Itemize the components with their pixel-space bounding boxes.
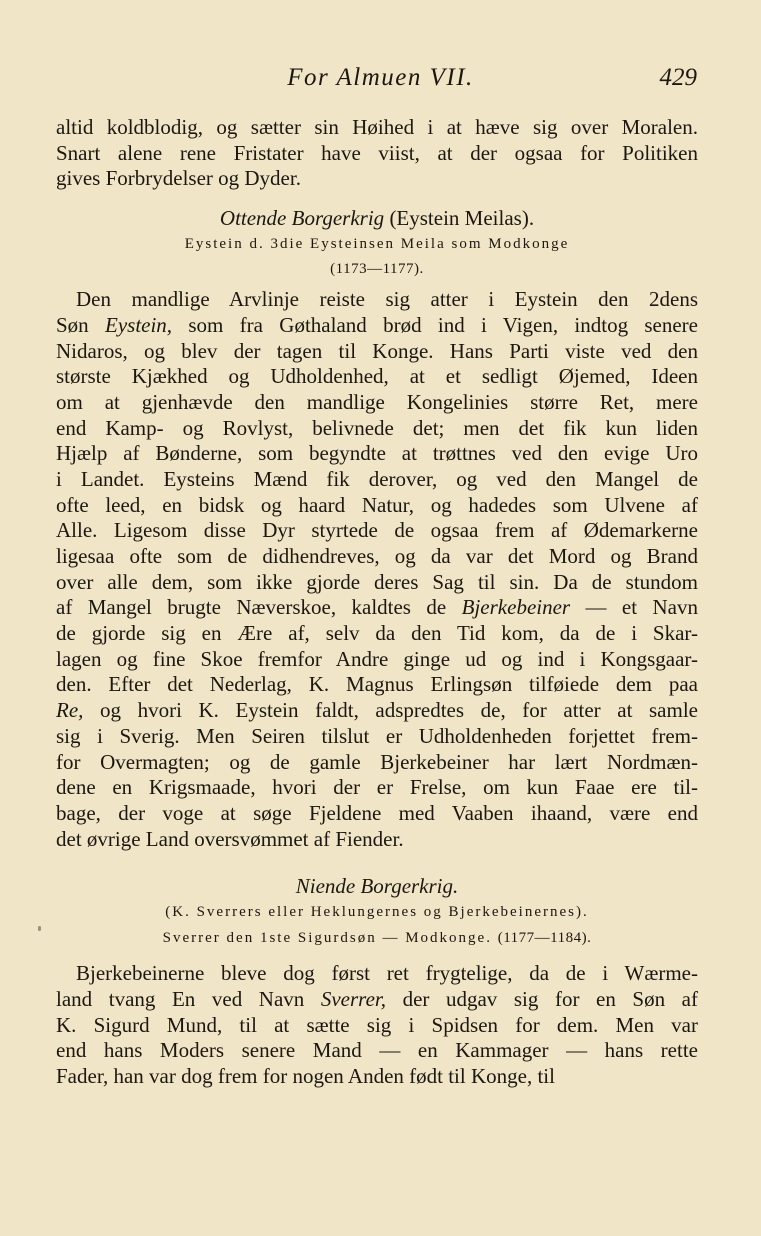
text-run: Nidaros, og blev der tagen til Konge. Hans Parti viste ved den	[56, 338, 698, 363]
italic-term: Sverrer,	[320, 987, 386, 1011]
text-line	[56, 467, 698, 493]
running-title: For Almuen VII.	[287, 64, 474, 91]
text-line	[56, 166, 698, 192]
text-run: — et Navn	[570, 595, 698, 620]
text-run: som fra Gøthaland brød ind i Vigen, indtog senere	[172, 312, 698, 337]
text-run: sig i Sverig. Men Seiren tilslut er Udholdenheden forjettet frem-	[56, 723, 698, 748]
text-line	[56, 987, 698, 1013]
text-run: den. Efter det Nederlag, K. Magnus Erlingsøn tilføiede dem paa	[56, 672, 698, 697]
text-run: der udgav sig for en Søn af	[385, 987, 698, 1011]
section-heading-ottende	[56, 206, 698, 232]
text-line	[56, 672, 698, 698]
text-line	[56, 698, 698, 724]
text-line	[56, 621, 698, 647]
text-line	[56, 141, 698, 167]
text-line	[56, 1013, 698, 1039]
paragraph-2	[56, 287, 698, 852]
text-run: om at gjenhævde den mandlige Kongelinies større Ret, mere	[56, 389, 698, 414]
text-run: største Kjækhed og Udholdenhed, at et sedligt Øjemed, Ideen	[56, 364, 698, 389]
text-run: lagen og fine Skoe fremfor Andre ginge ud og ind i Kongsgaar-	[56, 646, 698, 671]
text-run: og hvori K. Eystein faldt, adspredtes de, for atter at samle	[83, 698, 698, 723]
text-run: over alle dem, som ikke gjorde deres Sag til sin. Da de stundom	[56, 569, 698, 594]
heading-italic: Ottende Borgerkrig	[219, 206, 385, 231]
text-line	[56, 544, 698, 570]
heading-rest: (Eystein Meilas).	[384, 206, 535, 231]
text-line	[56, 961, 698, 987]
text-line	[56, 595, 698, 621]
text-line	[56, 647, 698, 673]
text-line	[56, 416, 698, 442]
text-run: Hjælp af Bønderne, som begyndte at trøttnes ved den evige Uro	[56, 441, 698, 466]
text-run: de gjorde sig en Ære af, selv da den Tid kom, da de i Skar-	[56, 621, 698, 646]
text-run: Bjerkebeinerne bleve dog først ret frygtelige, da de i Wærme-	[76, 961, 698, 986]
text-run: Søn	[56, 312, 105, 337]
body-text	[56, 115, 698, 1090]
text-run: land tvang En ved Navn	[56, 987, 321, 1011]
text-line	[56, 339, 698, 365]
text-line	[56, 750, 698, 776]
text-line	[56, 801, 698, 827]
text-line	[56, 1064, 698, 1090]
text-run: bage, der voge at søge Fjeldene med Vaaben ihaand, være end	[56, 800, 698, 825]
text-line	[56, 493, 698, 519]
text-line	[56, 364, 698, 390]
text-line	[56, 570, 698, 596]
text-run: af Mangel brugte Næverskoe, kaldtes de	[56, 595, 462, 620]
text-run: i Landet. Eysteins Mænd fik derover, og ved den Mangel de	[56, 466, 698, 491]
section2-subtitle-2-text: Sverrer den 1ste Sigurdsøn — Modkonge.	[162, 929, 492, 946]
text-run: Den mandlige Arvlinje reiste sig atter i Eystein den 2dens	[76, 287, 698, 312]
text-line	[56, 518, 698, 544]
heading-niende-text: Niende Borgerkrig.	[295, 874, 459, 899]
text-run: ofte leed, en bidsk og haard Natur, og hadedes som Ulvene af	[56, 492, 698, 517]
text-run: end hans Moders senere Mand — en Kammager — hans rette	[56, 1038, 698, 1063]
text-run: Alle. Ligesom disse Dyr styrtede de ogsaa frem af Ødemarkerne	[56, 518, 698, 543]
text-line	[56, 287, 698, 313]
text-line	[56, 441, 698, 467]
text-run: Fader, han var dog frem for nogen Anden født til Konge, til	[56, 1064, 555, 1089]
text-run: ligesaa ofte som de didhendreves, og da var det Mord og Brand	[56, 544, 698, 568]
section2-subtitle: (K. Sverrers eller Heklungernes og Bjerkebeinernes).	[165, 903, 589, 920]
page-header	[0, 64, 761, 98]
text-run: for Overmagten; og de gamle Bjerkebeiner har lært Nordmæn-	[56, 749, 698, 774]
text-run: altid koldblodig, og sætter sin Høihed i at hæve sig over Moralen.	[56, 115, 698, 139]
paragraph-3	[56, 961, 698, 1089]
section2-subtitle-2	[56, 926, 698, 952]
italic-term: Bjerkebeiner	[461, 595, 571, 620]
paragraph-1	[56, 115, 698, 192]
page-number: 429	[659, 64, 697, 91]
text-run: gives Forbrydelser og Dyder.	[56, 166, 301, 191]
italic-term: Re,	[56, 698, 84, 723]
text-run: det øvrige Land oversvømmet af Fiender.	[56, 826, 404, 851]
text-run: K. Sigurd Mund, til at sætte sig i Spidsen for dem. Men var	[56, 1012, 698, 1037]
text-run: end Kamp- og Rovlyst, belivnede det; men det fik kun liden	[56, 415, 698, 440]
section2-dates: (1177—1184).	[497, 929, 592, 946]
text-line	[56, 115, 698, 141]
section-heading-niende	[56, 874, 698, 900]
scan-speck	[38, 926, 41, 931]
section-subtitle: Eystein d. 3die Eysteinsen Meila som Modkonge	[184, 235, 570, 252]
text-run: dene en Krigsmaade, hvori der er Frelse, om kun Faae ere til-	[56, 775, 698, 800]
section-dates: (1173—1177).	[330, 261, 424, 278]
text-line	[56, 1038, 698, 1064]
text-run: Snart alene rene Fristater have viist, at der ogsaa for Politiken	[56, 140, 698, 165]
text-line	[56, 775, 698, 801]
text-line	[56, 724, 698, 750]
italic-term: Eystein,	[105, 312, 173, 337]
text-line	[56, 313, 698, 339]
text-line	[56, 827, 698, 853]
text-line	[56, 390, 698, 416]
